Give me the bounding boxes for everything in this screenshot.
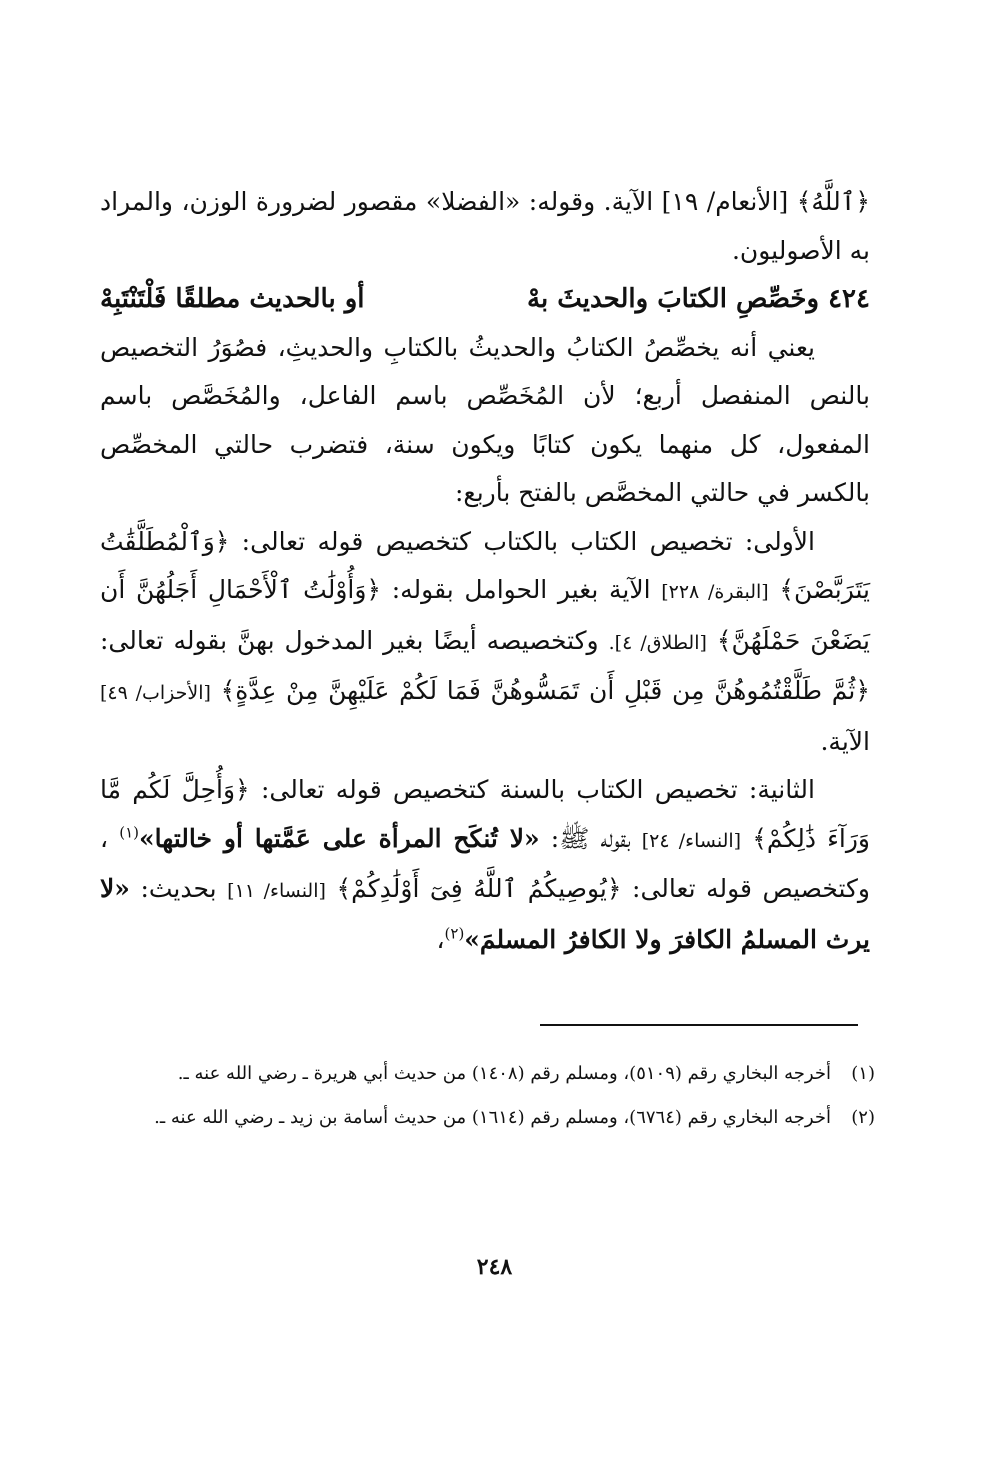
first-case-text-c: وكتخصيصه أيضًا بغير المدخول بهنَّ بقوله تعالى: ﴿ثُمَّ طَلَّقْتُمُوهُنَّ مِن قَبْلِ أَن تَمَسُّوهُنَّ فَمَا لَكُمْ عَلَيْهِنَّ مِنْ عِدَّةٍ﴾ — [100, 625, 870, 705]
footnote-number: (١) — [851, 1063, 875, 1084]
quran-reference: [النساء/ ١١] — [227, 880, 326, 902]
footnote-number: (٢) — [851, 1107, 875, 1128]
first-case-text-d: الآية. — [820, 726, 870, 756]
second-case-text-c: ، وكتخصيص قوله تعالى: ﴿يُوصِيكُمُ ٱللَّهُ فِىٓ أَوْلَٰدِكُمْ﴾ — [100, 823, 871, 903]
footnote-separator — [540, 1024, 858, 1026]
second-case-paragraph — [100, 766, 870, 964]
quran-reference: [الأحزاب/ ٤٩] — [100, 682, 211, 704]
main-text — [100, 178, 870, 964]
footnotes — [100, 1055, 875, 1143]
quran-reference: [البقرة/ ٢٢٨] — [661, 581, 769, 603]
second-case-text-b: بقوله ﷺ: — [550, 823, 631, 853]
quran-reference: [النساء/ ٢٤] — [641, 829, 742, 852]
first-case-text-a: الأولى: تخصيص الكتاب بالكتاب كتخصيص قوله تعالى: ﴿وَٱلْمُطَلَّقَٰتُ يَتَرَبَّصْنَ﴾ — [100, 526, 871, 604]
footnote-marker: (١) — [119, 823, 139, 842]
verse-second-hemistich: أو بالحديث مطلقًا فَلْتَنْتَبِهْ — [100, 284, 365, 314]
intro-paragraph: ﴿ٱللَّهُ﴾ [الأنعام/ ١٩] الآية. وقوله: «الفضلا» مقصور لضرورة الوزن، والمراد به الأصوليون. — [100, 187, 870, 265]
explanation-paragraph: يعني أنه يخصِّصُ الكتابُ والحديثُ بالكتابِ والحديثِ، فصُوَرُ التخصيص بالنص المنفصل أربع؛ لأن المُخَصِّص باسم الفاعل، والمُخَصَّص باسم المفعول، كل منهما يكون كتابًا ويكون سنة، فتضرب حالتي المخصِّص بالكسر في حالتي المخصَّص بالفتح بأربع: — [100, 332, 870, 507]
hadith-quote: «لا تُنكَح المرأة على عَمَّتها أو خالتها» — [139, 823, 540, 853]
quran-reference: [الطلاق/ ٤]. — [608, 631, 707, 654]
verse-first-hemistich: ٤٢٤ وخَصِّصِ الكتابَ والحديثَ بهْ — [527, 284, 870, 314]
second-case-text-e: ، — [436, 924, 445, 954]
footnote-2 — [100, 1099, 875, 1137]
page-number: ٢٤٨ — [476, 1254, 513, 1280]
verse-424 — [100, 275, 870, 324]
footnote-text: أخرجه البخاري رقم (٥١٠٩)، ومسلم رقم (١٤٠٨) من حديث أبي هريرة ـ رضي الله عنه ـ. — [177, 1063, 831, 1084]
first-case-text-b: الآية بغير الحوامل بقوله: ﴿وَأُوْلَٰتُ ٱلْأَحْمَالِ أَجَلُهُنَّ أَن يَضَعْنَ حَمْلَهُنَّ﴾ — [100, 575, 870, 655]
hadith-quote: «لا يرث المسلمُ الكافرَ ولا الكافرُ المسلمَ» — [100, 874, 870, 954]
footnote-marker: (٢) — [444, 924, 465, 943]
second-case-text-a: الثانية: تخصيص الكتاب بالسنة كتخصيص قوله تعالى: ﴿وَأُحِلَّ لَكُم مَّا وَرَآءَ ذَٰلِكُمْ﴾ — [100, 775, 871, 853]
footnote-text: أخرجه البخاري رقم (٦٧٦٤)، ومسلم رقم (١٦١٤) من حديث أسامة بن زيد ـ رضي الله عنه ـ. — [154, 1107, 831, 1128]
first-case-paragraph — [100, 518, 870, 767]
footnote-1 — [100, 1055, 875, 1093]
second-case-text-d: بحديث: — [140, 874, 217, 903]
